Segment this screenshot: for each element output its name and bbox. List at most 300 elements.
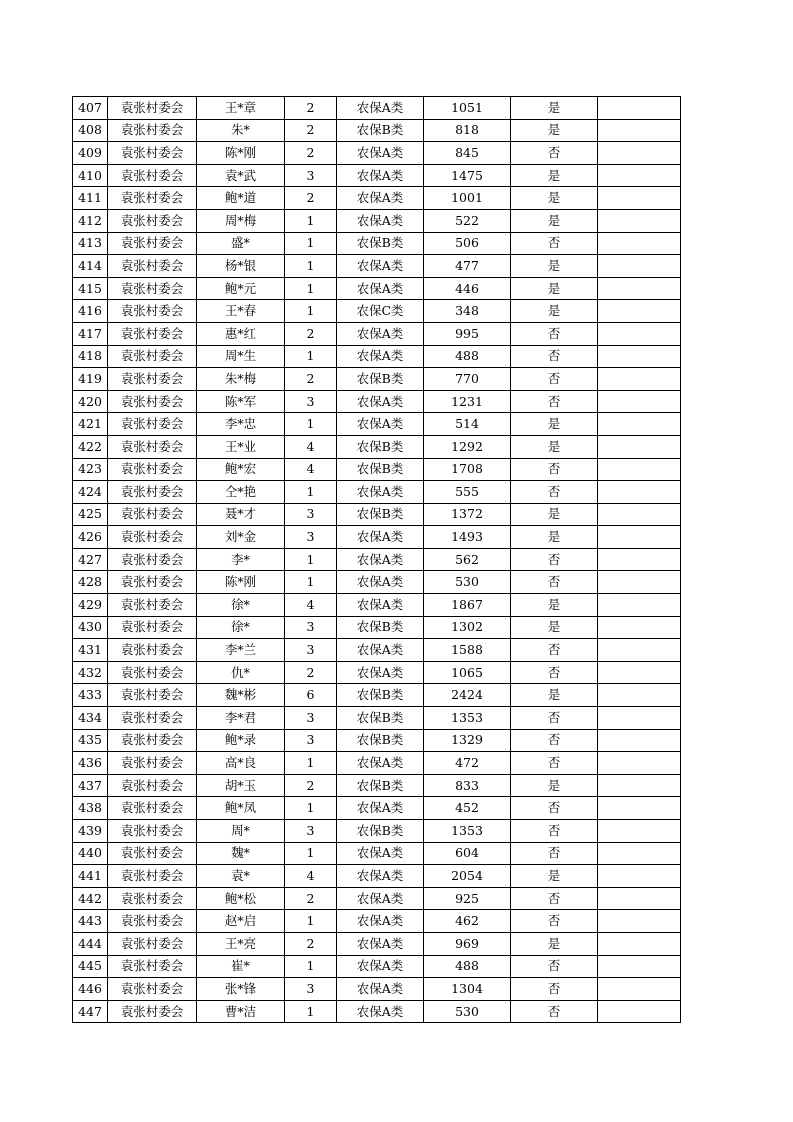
insurance-category-cell: 农保A类 (337, 594, 424, 617)
name-cell: 仝*艳 (197, 481, 285, 504)
remarks-cell (598, 435, 681, 458)
name-cell: 仇* (197, 661, 285, 684)
name-cell: 鲍*道 (197, 187, 285, 210)
insurance-category-cell: 农保B类 (337, 774, 424, 797)
amount-cell: 1329 (424, 729, 511, 752)
household-size-cell: 3 (285, 729, 337, 752)
amount-cell: 488 (424, 345, 511, 368)
amount-cell: 1353 (424, 707, 511, 730)
table-row (73, 729, 681, 752)
household-size-cell: 2 (285, 187, 337, 210)
table-row (73, 413, 681, 436)
remarks-cell (598, 548, 681, 571)
amount-cell: 1372 (424, 503, 511, 526)
serial-number-cell: 430 (73, 616, 108, 639)
insurance-category-cell: 农保A类 (337, 887, 424, 910)
yes-no-cell: 是 (511, 616, 598, 639)
household-size-cell: 1 (285, 842, 337, 865)
table-row (73, 503, 681, 526)
yes-no-cell: 否 (511, 639, 598, 662)
household-size-cell: 3 (285, 390, 337, 413)
amount-cell: 488 (424, 955, 511, 978)
insurance-category-cell: 农保A类 (337, 277, 424, 300)
amount-cell: 477 (424, 255, 511, 278)
table-row (73, 97, 681, 120)
village-committee-cell: 袁张村委会 (108, 255, 197, 278)
household-size-cell: 4 (285, 594, 337, 617)
name-cell: 周*梅 (197, 209, 285, 232)
insurance-category-cell: 农保B类 (337, 729, 424, 752)
remarks-cell (598, 322, 681, 345)
insurance-category-cell: 农保B类 (337, 368, 424, 391)
table-row (73, 322, 681, 345)
insurance-category-cell: 农保B类 (337, 616, 424, 639)
village-committee-cell: 袁张村委会 (108, 232, 197, 255)
household-size-cell: 2 (285, 932, 337, 955)
amount-cell: 1292 (424, 435, 511, 458)
household-size-cell: 3 (285, 820, 337, 843)
remarks-cell (598, 932, 681, 955)
village-committee-cell: 袁张村委会 (108, 978, 197, 1001)
remarks-cell (598, 616, 681, 639)
yes-no-cell: 否 (511, 232, 598, 255)
yes-no-cell: 否 (511, 729, 598, 752)
name-cell: 魏*彬 (197, 684, 285, 707)
table-row (73, 526, 681, 549)
remarks-cell (598, 413, 681, 436)
serial-number-cell: 412 (73, 209, 108, 232)
serial-number-cell: 432 (73, 661, 108, 684)
serial-number-cell: 410 (73, 164, 108, 187)
village-committee-cell: 袁张村委会 (108, 277, 197, 300)
name-cell: 鲍*松 (197, 887, 285, 910)
table-row (73, 594, 681, 617)
serial-number-cell: 433 (73, 684, 108, 707)
village-committee-cell: 袁张村委会 (108, 1000, 197, 1023)
insurance-category-cell: 农保A类 (337, 842, 424, 865)
household-size-cell: 1 (285, 1000, 337, 1023)
yes-no-cell: 否 (511, 481, 598, 504)
village-committee-cell: 袁张村委会 (108, 932, 197, 955)
yes-no-cell: 是 (511, 300, 598, 323)
name-cell: 朱* (197, 119, 285, 142)
amount-cell: 995 (424, 322, 511, 345)
remarks-cell (598, 774, 681, 797)
yes-no-cell: 是 (511, 187, 598, 210)
amount-cell: 845 (424, 142, 511, 165)
amount-cell: 604 (424, 842, 511, 865)
name-cell: 袁* (197, 865, 285, 888)
insurance-category-cell: 农保A类 (337, 955, 424, 978)
household-size-cell: 1 (285, 752, 337, 775)
insurance-category-cell: 农保C类 (337, 300, 424, 323)
name-cell: 王*春 (197, 300, 285, 323)
village-committee-cell: 袁张村委会 (108, 322, 197, 345)
remarks-cell (598, 887, 681, 910)
serial-number-cell: 427 (73, 548, 108, 571)
insurance-category-cell: 农保A类 (337, 142, 424, 165)
yes-no-cell: 否 (511, 142, 598, 165)
table-row (73, 865, 681, 888)
insurance-category-cell: 农保A类 (337, 932, 424, 955)
table-row (73, 932, 681, 955)
remarks-cell (598, 503, 681, 526)
household-size-cell: 1 (285, 413, 337, 436)
yes-no-cell: 否 (511, 571, 598, 594)
remarks-cell (598, 164, 681, 187)
amount-cell: 818 (424, 119, 511, 142)
yes-no-cell: 否 (511, 978, 598, 1001)
village-committee-cell: 袁张村委会 (108, 119, 197, 142)
remarks-cell (598, 97, 681, 120)
insurance-category-cell: 农保B类 (337, 119, 424, 142)
insurance-category-cell: 农保B类 (337, 684, 424, 707)
yes-no-cell: 是 (511, 209, 598, 232)
village-committee-cell: 袁张村委会 (108, 390, 197, 413)
insurance-category-cell: 农保A类 (337, 413, 424, 436)
remarks-cell (598, 526, 681, 549)
table-row (73, 345, 681, 368)
remarks-cell (598, 707, 681, 730)
table-row (73, 548, 681, 571)
name-cell: 鲍*凤 (197, 797, 285, 820)
village-committee-cell: 袁张村委会 (108, 820, 197, 843)
yes-no-cell: 否 (511, 548, 598, 571)
village-committee-cell: 袁张村委会 (108, 571, 197, 594)
remarks-cell (598, 752, 681, 775)
household-size-cell: 3 (285, 616, 337, 639)
remarks-cell (598, 661, 681, 684)
serial-number-cell: 423 (73, 458, 108, 481)
household-size-cell: 1 (285, 345, 337, 368)
table-row (73, 142, 681, 165)
household-size-cell: 1 (285, 955, 337, 978)
household-size-cell: 3 (285, 707, 337, 730)
remarks-cell (598, 209, 681, 232)
remarks-cell (598, 842, 681, 865)
amount-cell: 506 (424, 232, 511, 255)
name-cell: 鲍*元 (197, 277, 285, 300)
table-row (73, 797, 681, 820)
household-size-cell: 2 (285, 97, 337, 120)
insurance-category-cell: 农保A类 (337, 97, 424, 120)
household-size-cell: 1 (285, 232, 337, 255)
remarks-cell (598, 684, 681, 707)
insurance-category-cell: 农保A类 (337, 752, 424, 775)
village-committee-cell: 袁张村委会 (108, 661, 197, 684)
name-cell: 崔* (197, 955, 285, 978)
remarks-cell (598, 910, 681, 933)
serial-number-cell: 417 (73, 322, 108, 345)
serial-number-cell: 420 (73, 390, 108, 413)
remarks-cell (598, 594, 681, 617)
remarks-cell (598, 119, 681, 142)
serial-number-cell: 434 (73, 707, 108, 730)
insurance-category-cell: 农保A类 (337, 1000, 424, 1023)
name-cell: 徐* (197, 594, 285, 617)
insurance-category-cell: 农保A类 (337, 910, 424, 933)
amount-cell: 1353 (424, 820, 511, 843)
amount-cell: 1867 (424, 594, 511, 617)
name-cell: 刘*金 (197, 526, 285, 549)
name-cell: 徐* (197, 616, 285, 639)
yes-no-cell: 是 (511, 526, 598, 549)
village-committee-cell: 袁张村委会 (108, 729, 197, 752)
table-row (73, 209, 681, 232)
household-size-cell: 3 (285, 639, 337, 662)
serial-number-cell: 431 (73, 639, 108, 662)
serial-number-cell: 407 (73, 97, 108, 120)
amount-cell: 1065 (424, 661, 511, 684)
remarks-cell (598, 345, 681, 368)
yes-no-cell: 否 (511, 368, 598, 391)
amount-cell: 1588 (424, 639, 511, 662)
name-cell: 惠*红 (197, 322, 285, 345)
village-committee-cell: 袁张村委会 (108, 187, 197, 210)
yes-no-cell: 否 (511, 797, 598, 820)
village-committee-cell: 袁张村委会 (108, 209, 197, 232)
remarks-cell (598, 797, 681, 820)
household-size-cell: 2 (285, 119, 337, 142)
name-cell: 李* (197, 548, 285, 571)
remarks-cell (598, 277, 681, 300)
household-size-cell: 4 (285, 458, 337, 481)
amount-cell: 348 (424, 300, 511, 323)
serial-number-cell: 422 (73, 435, 108, 458)
yes-no-cell: 否 (511, 842, 598, 865)
household-size-cell: 3 (285, 503, 337, 526)
household-size-cell: 3 (285, 526, 337, 549)
village-committee-cell: 袁张村委会 (108, 865, 197, 888)
insurance-category-cell: 农保A类 (337, 978, 424, 1001)
amount-cell: 1708 (424, 458, 511, 481)
insurance-category-cell: 农保A类 (337, 187, 424, 210)
amount-cell: 446 (424, 277, 511, 300)
household-size-cell: 1 (285, 548, 337, 571)
amount-cell: 1475 (424, 164, 511, 187)
serial-number-cell: 416 (73, 300, 108, 323)
household-size-cell: 1 (285, 277, 337, 300)
village-committee-cell: 袁张村委会 (108, 616, 197, 639)
remarks-cell (598, 571, 681, 594)
yes-no-cell: 是 (511, 865, 598, 888)
yes-no-cell: 否 (511, 820, 598, 843)
amount-cell: 2424 (424, 684, 511, 707)
yes-no-cell: 否 (511, 345, 598, 368)
table-row (73, 661, 681, 684)
table-row (73, 684, 681, 707)
name-cell: 鲍*录 (197, 729, 285, 752)
village-committee-cell: 袁张村委会 (108, 300, 197, 323)
village-committee-cell: 袁张村委会 (108, 458, 197, 481)
table-row (73, 255, 681, 278)
village-committee-cell: 袁张村委会 (108, 774, 197, 797)
table-row (73, 232, 681, 255)
yes-no-cell: 是 (511, 774, 598, 797)
amount-cell: 522 (424, 209, 511, 232)
table-row (73, 774, 681, 797)
table-row (73, 481, 681, 504)
village-committee-cell: 袁张村委会 (108, 526, 197, 549)
insurance-category-cell: 农保B类 (337, 820, 424, 843)
serial-number-cell: 408 (73, 119, 108, 142)
name-cell: 周* (197, 820, 285, 843)
serial-number-cell: 421 (73, 413, 108, 436)
amount-cell: 452 (424, 797, 511, 820)
serial-number-cell: 409 (73, 142, 108, 165)
yes-no-cell: 否 (511, 458, 598, 481)
yes-no-cell: 否 (511, 707, 598, 730)
household-size-cell: 1 (285, 209, 337, 232)
remarks-cell (598, 187, 681, 210)
serial-number-cell: 436 (73, 752, 108, 775)
insurance-category-cell: 农保A类 (337, 390, 424, 413)
table-row (73, 842, 681, 865)
name-cell: 胡*玉 (197, 774, 285, 797)
remarks-cell (598, 639, 681, 662)
remarks-cell (598, 458, 681, 481)
remarks-cell (598, 820, 681, 843)
table-row (73, 955, 681, 978)
yes-no-cell: 是 (511, 435, 598, 458)
name-cell: 陈*刚 (197, 142, 285, 165)
remarks-cell (598, 232, 681, 255)
table-row (73, 119, 681, 142)
name-cell: 陈*刚 (197, 571, 285, 594)
name-cell: 高*良 (197, 752, 285, 775)
table-row (73, 571, 681, 594)
serial-number-cell: 445 (73, 955, 108, 978)
serial-number-cell: 425 (73, 503, 108, 526)
village-committee-cell: 袁张村委会 (108, 594, 197, 617)
remarks-cell (598, 368, 681, 391)
serial-number-cell: 442 (73, 887, 108, 910)
household-size-cell: 3 (285, 978, 337, 1001)
insurance-category-cell: 农保A类 (337, 345, 424, 368)
remarks-cell (598, 978, 681, 1001)
remarks-cell (598, 865, 681, 888)
serial-number-cell: 418 (73, 345, 108, 368)
household-size-cell: 2 (285, 322, 337, 345)
insurance-category-cell: 农保A类 (337, 209, 424, 232)
insurance-category-cell: 农保B类 (337, 707, 424, 730)
insurance-category-cell: 农保A类 (337, 164, 424, 187)
yes-no-cell: 否 (511, 661, 598, 684)
village-committee-cell: 袁张村委会 (108, 887, 197, 910)
household-size-cell: 1 (285, 797, 337, 820)
household-size-cell: 4 (285, 865, 337, 888)
yes-no-cell: 是 (511, 503, 598, 526)
insurance-category-cell: 农保B类 (337, 503, 424, 526)
village-committee-cell: 袁张村委会 (108, 684, 197, 707)
remarks-cell (598, 955, 681, 978)
insurance-category-cell: 农保A类 (337, 255, 424, 278)
serial-number-cell: 415 (73, 277, 108, 300)
village-committee-cell: 袁张村委会 (108, 97, 197, 120)
village-committee-cell: 袁张村委会 (108, 707, 197, 730)
household-size-cell: 1 (285, 910, 337, 933)
yes-no-cell: 否 (511, 1000, 598, 1023)
village-committee-cell: 袁张村委会 (108, 639, 197, 662)
amount-cell: 969 (424, 932, 511, 955)
table-row (73, 277, 681, 300)
table-row (73, 887, 681, 910)
name-cell: 聂*才 (197, 503, 285, 526)
table-row (73, 616, 681, 639)
village-committee-cell: 袁张村委会 (108, 368, 197, 391)
name-cell: 陈*军 (197, 390, 285, 413)
name-cell: 鲍*宏 (197, 458, 285, 481)
data-table (72, 96, 681, 1023)
insurance-category-cell: 农保A类 (337, 661, 424, 684)
village-committee-cell: 袁张村委会 (108, 955, 197, 978)
serial-number-cell: 437 (73, 774, 108, 797)
serial-number-cell: 428 (73, 571, 108, 594)
amount-cell: 1231 (424, 390, 511, 413)
yes-no-cell: 是 (511, 277, 598, 300)
name-cell: 李*忠 (197, 413, 285, 436)
village-committee-cell: 袁张村委会 (108, 752, 197, 775)
village-committee-cell: 袁张村委会 (108, 413, 197, 436)
yes-no-cell: 是 (511, 684, 598, 707)
household-size-cell: 4 (285, 435, 337, 458)
table-row (73, 707, 681, 730)
yes-no-cell: 否 (511, 322, 598, 345)
name-cell: 朱*梅 (197, 368, 285, 391)
yes-no-cell: 是 (511, 932, 598, 955)
name-cell: 赵*启 (197, 910, 285, 933)
amount-cell: 1001 (424, 187, 511, 210)
yes-no-cell: 否 (511, 887, 598, 910)
village-committee-cell: 袁张村委会 (108, 164, 197, 187)
household-size-cell: 2 (285, 774, 337, 797)
table-row (73, 978, 681, 1001)
serial-number-cell: 413 (73, 232, 108, 255)
village-committee-cell: 袁张村委会 (108, 481, 197, 504)
insurance-category-cell: 农保A类 (337, 322, 424, 345)
remarks-cell (598, 255, 681, 278)
amount-cell: 833 (424, 774, 511, 797)
name-cell: 曹*洁 (197, 1000, 285, 1023)
yes-no-cell: 否 (511, 955, 598, 978)
amount-cell: 770 (424, 368, 511, 391)
amount-cell: 530 (424, 571, 511, 594)
amount-cell: 925 (424, 887, 511, 910)
amount-cell: 2054 (424, 865, 511, 888)
insurance-category-cell: 农保B类 (337, 435, 424, 458)
household-size-cell: 6 (285, 684, 337, 707)
yes-no-cell: 否 (511, 752, 598, 775)
remarks-cell (598, 1000, 681, 1023)
name-cell: 袁*武 (197, 164, 285, 187)
remarks-cell (598, 481, 681, 504)
yes-no-cell: 是 (511, 164, 598, 187)
table-row (73, 752, 681, 775)
table-row (73, 639, 681, 662)
serial-number-cell: 441 (73, 865, 108, 888)
serial-number-cell: 429 (73, 594, 108, 617)
table-row (73, 368, 681, 391)
insurance-category-cell: 农保A类 (337, 481, 424, 504)
serial-number-cell: 424 (73, 481, 108, 504)
serial-number-cell: 419 (73, 368, 108, 391)
serial-number-cell: 444 (73, 932, 108, 955)
serial-number-cell: 411 (73, 187, 108, 210)
remarks-cell (598, 300, 681, 323)
amount-cell: 472 (424, 752, 511, 775)
household-size-cell: 2 (285, 142, 337, 165)
village-committee-cell: 袁张村委会 (108, 142, 197, 165)
